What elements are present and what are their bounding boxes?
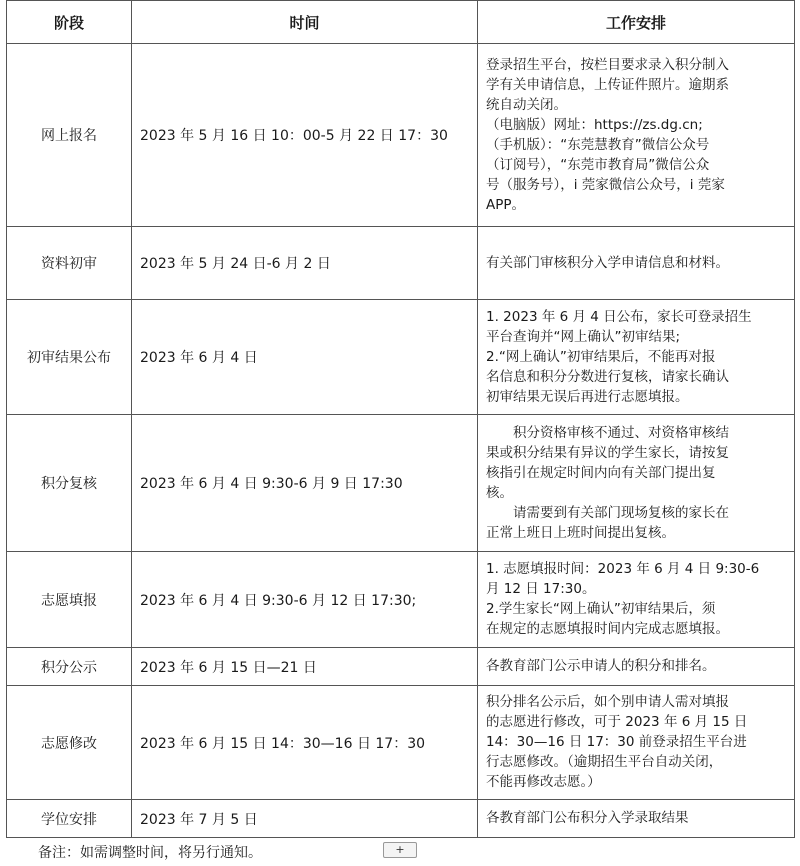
time-cell: 2023 年 6 月 15 日—21 日 bbox=[132, 648, 478, 686]
work-line: 核。 bbox=[486, 484, 513, 501]
table-header-row bbox=[7, 1, 795, 44]
stage-cell: 积分公示 bbox=[7, 648, 132, 686]
work-line: 不能再修改志愿。） bbox=[486, 774, 601, 790]
header-work: 工作安排 bbox=[478, 1, 795, 44]
table-row bbox=[7, 686, 795, 800]
header-stage: 阶段 bbox=[7, 1, 132, 44]
time-cell: 2023 年 6 月 15 日 14：30—16 日 17：30 bbox=[132, 686, 478, 800]
stage-cell: 积分复核 bbox=[7, 415, 132, 552]
work-line: 名信息和积分分数进行复核，请家长确认 bbox=[486, 368, 729, 385]
work-line: 2.“网上确认”初审结果后，不能再对报 bbox=[486, 348, 716, 365]
work-line: 1. 志愿填报时间：2023 年 6 月 4 日 9:30-6 bbox=[486, 561, 760, 577]
work-line: 的志愿进行修改，可于 2023 年 6 月 15 日 bbox=[486, 714, 748, 730]
work-line: 行志愿修改。（逾期招生平台自动关闭， bbox=[486, 754, 723, 770]
work-line: 学有关申请信息，上传证件照片。逾期系 bbox=[486, 76, 729, 93]
time-cell: 2023 年 6 月 4 日 9:30-6 月 12 日 17:30; bbox=[132, 552, 478, 648]
stage-cell: 志愿填报 bbox=[7, 552, 132, 648]
time-cell: 2023 年 6 月 4 日 9:30-6 月 9 日 17:30 bbox=[132, 415, 478, 552]
schedule-table bbox=[6, 0, 795, 838]
add-button[interactable]: + bbox=[383, 842, 417, 858]
work-line: 有关部门审核积分入学申请信息和材料。 bbox=[486, 254, 729, 271]
time-cell: 2023 年 5 月 24 日-6 月 2 日 bbox=[132, 227, 478, 300]
work-cell bbox=[478, 686, 795, 800]
work-line: 初审结果无误后再进行志愿填报。 bbox=[486, 388, 689, 405]
work-line: （订阅号），“东莞市教育局”微信公众 bbox=[486, 156, 710, 173]
work-line: 果或积分结果有异议的学生家长，请按复 bbox=[486, 444, 729, 461]
work-line: 积分排名公示后，如个别申请人需对填报 bbox=[486, 694, 729, 710]
time-cell: 2023 年 5 月 16 日 10：00-5 月 22 日 17：30 bbox=[132, 44, 478, 227]
stage-cell: 初审结果公布 bbox=[7, 300, 132, 415]
time-cell: 2023 年 6 月 4 日 bbox=[132, 300, 478, 415]
work-line: 各教育部门公布积分入学录取结果 bbox=[486, 810, 689, 826]
work-line: APP。 bbox=[486, 196, 526, 213]
work-cell bbox=[478, 415, 795, 552]
table-row bbox=[7, 800, 795, 838]
work-line: 月 12 日 17:30。 bbox=[486, 581, 596, 597]
work-cell bbox=[478, 227, 795, 300]
time-cell: 2023 年 7 月 5 日 bbox=[132, 800, 478, 838]
work-line: 14：30—16 日 17：30 前登录招生平台进 bbox=[486, 734, 747, 750]
work-cell bbox=[478, 648, 795, 686]
work-cell bbox=[478, 44, 795, 227]
table-row bbox=[7, 227, 795, 300]
work-line: 登录招生平台，按栏目要求录入积分制入 bbox=[486, 56, 729, 73]
work-line: 号（服务号），i 莞家微信公众号，i 莞家 bbox=[486, 176, 725, 193]
header-time: 时间 bbox=[132, 1, 478, 44]
work-line: 1. 2023 年 6 月 4 日公布，家长可登录招生 bbox=[486, 308, 752, 325]
work-line: 请需要到有关部门现场复核的家长在 bbox=[513, 504, 729, 521]
table-row bbox=[7, 44, 795, 227]
work-line: 正常上班日上班时间提出复核。 bbox=[486, 524, 675, 541]
work-line: 核指引在规定时间内向有关部门提出复 bbox=[486, 464, 716, 481]
work-line: 各教育部门公示申请人的积分和排名。 bbox=[486, 658, 716, 674]
work-line: （手机版）：“东莞慧教育”微信公众号 bbox=[486, 136, 710, 153]
work-line: 在规定的志愿填报时间内完成志愿填报。 bbox=[486, 621, 729, 637]
stage-cell: 资料初审 bbox=[7, 227, 132, 300]
work-cell bbox=[478, 800, 795, 838]
stage-cell: 志愿修改 bbox=[7, 686, 132, 800]
footnote: 备注：如需调整时间，将另行通知。 bbox=[38, 845, 262, 861]
table-row bbox=[7, 415, 795, 552]
work-cell bbox=[478, 300, 795, 415]
table-row bbox=[7, 552, 795, 648]
stage-cell: 网上报名 bbox=[7, 44, 132, 227]
work-line: 积分资格审核不通过、对资格审核结 bbox=[513, 424, 729, 441]
work-line: 平台查询并“网上确认”初审结果; bbox=[486, 328, 681, 345]
table-row bbox=[7, 300, 795, 415]
stage-cell: 学位安排 bbox=[7, 800, 132, 838]
table-row bbox=[7, 648, 795, 686]
work-line: 统自动关闭。 bbox=[486, 96, 567, 113]
work-line: （电脑版）网址：https://zs.dg.cn; bbox=[486, 116, 703, 133]
work-cell bbox=[478, 552, 795, 648]
work-line: 2.学生家长“网上确认”初审结果后，须 bbox=[486, 601, 716, 617]
